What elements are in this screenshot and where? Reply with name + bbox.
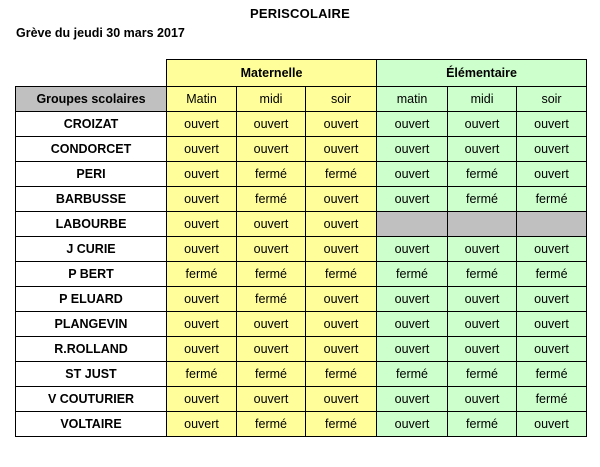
table-row: [16, 261, 587, 286]
school-name: BARBUSSE: [16, 186, 167, 211]
elementaire-matin-status: ouvert: [377, 161, 448, 186]
table-row: [16, 186, 587, 211]
maternelle-matin-status: ouvert: [167, 111, 237, 136]
maternelle-soir-status: ouvert: [306, 136, 377, 161]
elementaire-midi-status: ouvert: [448, 136, 517, 161]
maternelle-soir-status: fermé: [306, 161, 377, 186]
elementaire-midi-status: ouvert: [448, 286, 517, 311]
school-name: V COUTURIER: [16, 386, 167, 411]
header-elementaire-matin: matin: [377, 86, 448, 111]
elementaire-matin-status: ouvert: [377, 286, 448, 311]
header-elementaire-soir: soir: [517, 86, 587, 111]
school-name: CROIZAT: [16, 111, 167, 136]
maternelle-matin-status: ouvert: [167, 161, 237, 186]
elementaire-matin-status: ouvert: [377, 336, 448, 361]
maternelle-soir-status: ouvert: [306, 211, 377, 236]
table-row: [16, 161, 587, 186]
maternelle-soir-status: fermé: [306, 261, 377, 286]
elementaire-soir-status: ouvert: [517, 136, 587, 161]
group-elementaire: Élémentaire: [377, 60, 587, 87]
school-name: P BERT: [16, 261, 167, 286]
elementaire-midi-status: ouvert: [448, 336, 517, 361]
table-row: [16, 136, 587, 161]
maternelle-matin-status: ouvert: [167, 336, 237, 361]
elementaire-soir-status: ouvert: [517, 161, 587, 186]
header-maternelle-matin: Matin: [167, 86, 237, 111]
elementaire-soir-status: ouvert: [517, 286, 587, 311]
header-maternelle-midi: midi: [237, 86, 306, 111]
maternelle-matin-status: ouvert: [167, 386, 237, 411]
elementaire-midi-status: fermé: [448, 161, 517, 186]
elementaire-soir-status: fermé: [517, 261, 587, 286]
table-row: [16, 311, 587, 336]
group-maternelle: Maternelle: [167, 60, 377, 87]
maternelle-midi-status: ouvert: [237, 136, 306, 161]
elementaire-soir-status: ouvert: [517, 411, 587, 436]
header-groupes-scolaires: Groupes scolaires: [16, 86, 167, 111]
elementaire-matin-status: ouvert: [377, 186, 448, 211]
header-elementaire-midi: midi: [448, 86, 517, 111]
maternelle-soir-status: ouvert: [306, 286, 377, 311]
elementaire-soir-status: fermé: [517, 186, 587, 211]
maternelle-midi-status: ouvert: [237, 386, 306, 411]
schedule-table-body: [16, 60, 587, 437]
elementaire-soir-status: fermé: [517, 386, 587, 411]
maternelle-matin-status: ouvert: [167, 286, 237, 311]
maternelle-soir-status: fermé: [306, 411, 377, 436]
corner-empty-cell: [16, 60, 167, 87]
table-row: [16, 336, 587, 361]
school-name: PLANGEVIN: [16, 311, 167, 336]
elementaire-matin-status: ouvert: [377, 386, 448, 411]
maternelle-midi-status: fermé: [237, 286, 306, 311]
elementaire-matin-status: ouvert: [377, 111, 448, 136]
table-row: [16, 286, 587, 311]
elementaire-matin-status: ouvert: [377, 311, 448, 336]
maternelle-soir-status: ouvert: [306, 336, 377, 361]
maternelle-matin-status: ouvert: [167, 136, 237, 161]
school-name: P ELUARD: [16, 286, 167, 311]
table-row: [16, 411, 587, 436]
school-name: CONDORCET: [16, 136, 167, 161]
maternelle-matin-status: ouvert: [167, 186, 237, 211]
maternelle-midi-status: ouvert: [237, 311, 306, 336]
maternelle-soir-status: ouvert: [306, 111, 377, 136]
elementaire-soir-unavailable: [517, 211, 587, 236]
table-row: [16, 361, 587, 386]
header-maternelle-soir: soir: [306, 86, 377, 111]
school-name: PERI: [16, 161, 167, 186]
school-name: R.ROLLAND: [16, 336, 167, 361]
elementaire-matin-status: fermé: [377, 361, 448, 386]
elementaire-midi-status: ouvert: [448, 311, 517, 336]
maternelle-midi-status: fermé: [237, 161, 306, 186]
elementaire-soir-status: ouvert: [517, 236, 587, 261]
maternelle-matin-status: ouvert: [167, 311, 237, 336]
school-name: ST JUST: [16, 361, 167, 386]
elementaire-soir-status: fermé: [517, 361, 587, 386]
maternelle-midi-status: ouvert: [237, 111, 306, 136]
maternelle-matin-status: fermé: [167, 261, 237, 286]
maternelle-midi-status: ouvert: [237, 236, 306, 261]
maternelle-soir-status: ouvert: [306, 236, 377, 261]
maternelle-matin-status: ouvert: [167, 211, 237, 236]
maternelle-matin-status: fermé: [167, 361, 237, 386]
maternelle-soir-status: ouvert: [306, 311, 377, 336]
elementaire-matin-status: ouvert: [377, 136, 448, 161]
maternelle-midi-status: fermé: [237, 261, 306, 286]
maternelle-soir-status: ouvert: [306, 386, 377, 411]
schedule-table: [15, 59, 587, 437]
elementaire-midi-status: ouvert: [448, 386, 517, 411]
maternelle-midi-status: ouvert: [237, 211, 306, 236]
maternelle-matin-status: ouvert: [167, 236, 237, 261]
elementaire-midi-unavailable: [448, 211, 517, 236]
elementaire-soir-status: ouvert: [517, 111, 587, 136]
maternelle-soir-status: fermé: [306, 361, 377, 386]
maternelle-midi-status: fermé: [237, 361, 306, 386]
school-name: J CURIE: [16, 236, 167, 261]
elementaire-soir-status: ouvert: [517, 311, 587, 336]
elementaire-matin-unavailable: [377, 211, 448, 236]
maternelle-midi-status: fermé: [237, 186, 306, 211]
page-title: PERISCOLAIRE: [250, 6, 350, 21]
elementaire-midi-status: fermé: [448, 186, 517, 211]
elementaire-midi-status: fermé: [448, 411, 517, 436]
table-row: [16, 236, 587, 261]
elementaire-matin-status: fermé: [377, 261, 448, 286]
school-name: VOLTAIRE: [16, 411, 167, 436]
maternelle-midi-status: fermé: [237, 411, 306, 436]
elementaire-midi-status: fermé: [448, 261, 517, 286]
group-header-row: [16, 60, 587, 87]
elementaire-midi-status: ouvert: [448, 111, 517, 136]
school-name: LABOURBE: [16, 211, 167, 236]
elementaire-midi-status: fermé: [448, 361, 517, 386]
elementaire-matin-status: ouvert: [377, 411, 448, 436]
elementaire-matin-status: ouvert: [377, 236, 448, 261]
page-subtitle: Grève du jeudi 30 mars 2017: [16, 26, 185, 40]
table-row: [16, 111, 587, 136]
elementaire-midi-status: ouvert: [448, 236, 517, 261]
maternelle-soir-status: ouvert: [306, 186, 377, 211]
maternelle-matin-status: ouvert: [167, 411, 237, 436]
column-header-row: [16, 86, 587, 111]
maternelle-midi-status: ouvert: [237, 336, 306, 361]
elementaire-soir-status: ouvert: [517, 336, 587, 361]
table-row: [16, 211, 587, 236]
table-row: [16, 386, 587, 411]
